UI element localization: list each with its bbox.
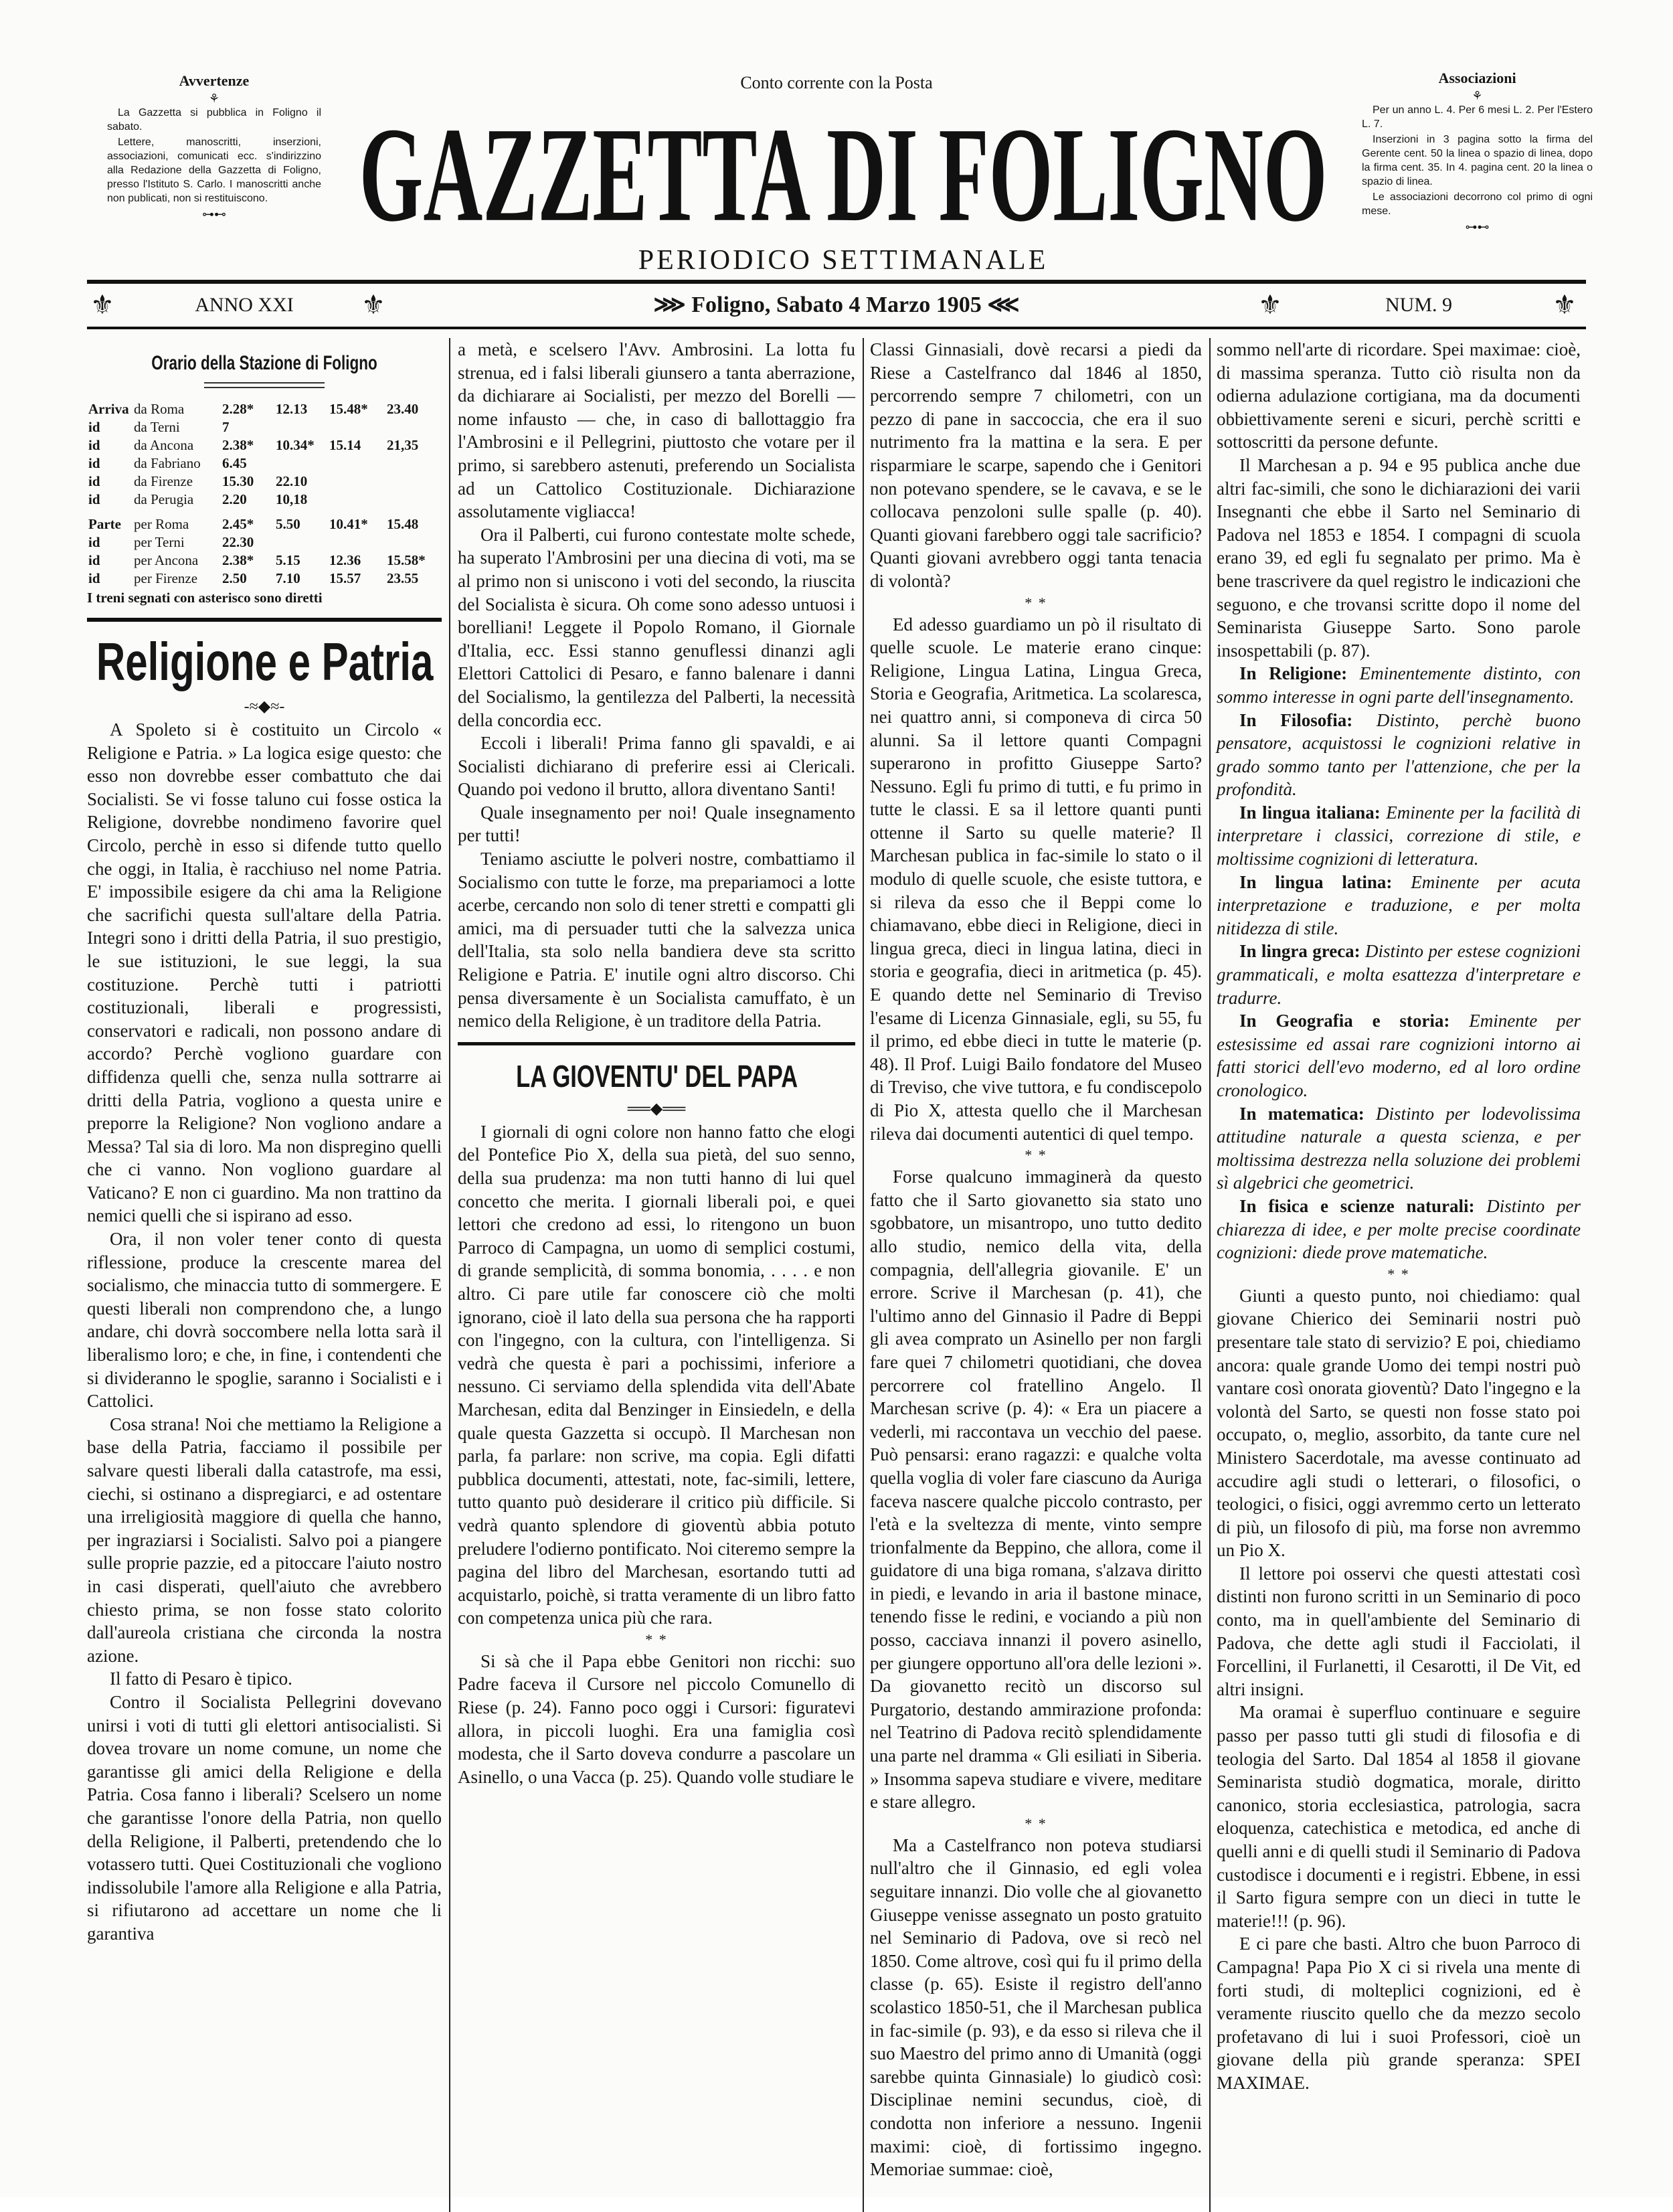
ornament-icon: ⊶⊷ bbox=[202, 207, 226, 221]
timetable-row bbox=[87, 512, 442, 533]
subject-label: In Geografia e storia: bbox=[1239, 1011, 1450, 1031]
paragraph-text: Eccoli i liberali! Prima fanno gli spavaldi, e ai Socialisti dichiarano di preferire essi ai Clericali. Quando poi vedono il brutto, allora diventano Santi! bbox=[458, 733, 855, 800]
paragraph-text: Distinto per chiarezza di idee, e per molte precise coordinate cognizioni: diede prove matematiche. bbox=[1217, 1195, 1581, 1263]
column-1 bbox=[87, 338, 442, 1971]
article-paragraph bbox=[1217, 1284, 1581, 1562]
paragraph-text: a metà, e scelsero l'Avv. Ambrosini. La lotta fu strenua, ed i falsi liberali giunsero a tanta aberrazione, da dichiarare ai Socialisti, per mezzo del Borelli — nome infausto — che, in caso di ballottaggio fra l'Ambrosini e il Pellegrini, piuttosto che votare per il primo, si sarebbero astenuti, preferendo un Socialista ad un Cattolico Costituzionale. Dichiarazione assolutamente vigliacca! bbox=[458, 339, 855, 522]
notice-text: Inserzioni in 3 pagina sotto la firma del Gerente cent. 50 la linea o spazio di linea, dopo la firma cent. 35. In 4. pagina cent. 20 la linea o spazio di linea. bbox=[1362, 134, 1593, 187]
timetable-time bbox=[328, 491, 385, 512]
article-paragraph bbox=[1217, 1009, 1581, 1102]
article-paragraph bbox=[1217, 940, 1581, 1009]
masthead-text: GAZZETTA DI FOLIGNO bbox=[359, 100, 1328, 250]
notice-box-associazioni bbox=[1362, 70, 1593, 234]
timetable-row bbox=[87, 436, 442, 454]
article-paragraph bbox=[1217, 1701, 1581, 1932]
article-paragraph bbox=[458, 1650, 855, 1789]
timetable-time bbox=[274, 418, 328, 436]
timetable-station: per Terni bbox=[134, 534, 185, 550]
article-paragraph bbox=[1217, 1932, 1581, 2094]
article-paragraph bbox=[1217, 1195, 1581, 1264]
paragraph-text: Eminente per estesissime ed assai rare cognizioni intorno ai fatti storici dell'evo moderno, ed al loro ordine cronologico. bbox=[1217, 1011, 1581, 1100]
timetable-time: 10.34* bbox=[276, 437, 315, 453]
timetable-note: I treni segnati con asterisco sono diretti bbox=[87, 590, 323, 606]
timetable-time: 23.40 bbox=[387, 401, 419, 417]
train-timetable bbox=[87, 350, 442, 622]
paragraph-text: A Spoleto si è costituito un Circolo « Religione e Patria. » La logica esige questo: che esso non dovrebbe esser combattuto che dai Socialisti. Se vi fosse taluno cui fosse ostica la Religione, dovrebbe nondimeno favorire quel Circolo, perchè in esso si difende tutto quello che oggi, in Italia, è racchiuso nel nome Patria. E' impossibile esigere da chi ama la Religione che sacrifichi questa sull'altare della Patria. Integri sono i dritti della Patria, il suo prestigio, le sue istituzioni, le sue leggi, la sua costituzione. Perchè tutti i patriotti costituzionali, liberali e progressisti, conservatori e radicali, non possono andare di accordo? Perchè vogliono guardare con diffidenza quelli che, senza nulla sottrarre ai dritti della Patria, vogliono a questa unire e preporre la Religione? Non vogliono andare a Messa? Tal sia di loro. Ma non dispregino quelli che ci vanno. Non vogliono guardare al Vaticano? E non ci guardino. Ma non trattino da nemici quelli che si ispirano ad esso. bbox=[87, 719, 442, 1226]
asterism-divider: * * bbox=[1025, 594, 1047, 611]
timetable-time bbox=[328, 418, 385, 436]
paragraph-text: Distinto, perchè buono pensatore, acquistossi le cognizioni relative in grado sommo tanto per l'attenzione, che per la profondità. bbox=[1217, 709, 1581, 800]
article-paragraph bbox=[458, 847, 855, 1033]
article-paragraph bbox=[870, 1165, 1202, 1814]
timetable-time: 5.50 bbox=[276, 516, 300, 532]
paragraph-text: Ora il Palberti, cui furono contestate molte schede, ha superato l'Ambrosini per una diecina di voti, ma se al primo non si uniscono i voti del secondo, la riuscita del Socialista è sicura. Oh come sono adesso untuosi i borelliani! Leggete il Popolo Romano, il Giornale d'Italia, ecc. Essi stanno genuflessi dinanzi agli Elettori Cattolici di Pesaro, e fanno balenare i danni del Socialismo, la gentilezza del Palberti, la necessità della concordia ecc. bbox=[458, 524, 855, 730]
subject-label: In Filosofia: bbox=[1239, 709, 1353, 730]
timetable-time: 15.57 bbox=[329, 570, 361, 586]
paragraph-text: Ma oramai è superfluo continuare e seguire passo per passo tutti gli studi di filosofia e di teologia del Sarto. Dal 1854 al 1858 il giovane Seminarista studiò dogmatica, morale, diritto canonico, storia ecclesiastica, patrologia, sacra eloquenza, catechistica e metodica, ed anche di quelli anni e di quelli studi il Seminario di Padova custodisce i documenti e i registri. Ebbene, in essi il Sarto figura sempre con un dieci in tutte le materie!!! (p. 96). bbox=[1217, 1702, 1581, 1931]
ornament-icon: ⋘ bbox=[981, 292, 1020, 317]
timetable-time: 6.45 bbox=[222, 455, 247, 471]
timetable-time: 2.38* bbox=[222, 552, 254, 568]
column-body bbox=[458, 338, 855, 1788]
timetable-time: 5.15 bbox=[276, 552, 300, 568]
timetable-row bbox=[87, 533, 442, 551]
article-paragraph bbox=[1217, 709, 1581, 801]
headline-text: LA GIOVENTU' DEL PAPA bbox=[515, 1058, 798, 1094]
postal-account-note: Conto corrente con la Posta bbox=[740, 73, 933, 92]
article-paragraph bbox=[1217, 871, 1581, 940]
paragraph-text: E ci pare che basti. Altro che buon Parroco di Campagna! Papa Pio X ci si rivela una mente di forti studi, di molteplici cognizioni, ed è veramente riuscito quello che da mezzo secolo profetavano di lui i suoi Professori, cioè un giovane della più grande speranza: SPEI MAXIMAE. bbox=[1217, 1934, 1581, 2093]
article-paragraph bbox=[87, 1413, 442, 1668]
article-headline bbox=[87, 628, 442, 695]
asterism-divider: * * bbox=[1025, 1146, 1047, 1164]
notice-text: Le associazioni decorrono col primo di ogni mese. bbox=[1362, 191, 1593, 217]
paragraph-text: Classi Ginnasiali, dovè recarsi a piedi da Riese a Castelfranco dal 1846 al 1850, percorrendo sempre 7 chilometri, con un pezzo di pane in saccoccia, che era il suo nutrimento fra la mattina e la sera. E per risparmiare le scarpe, sapendo che i Genitori non potevano spendere, se le cavava, e se le collocava penzoloni sulle spalle (p. 40). Quanti giovani farebbero oggi tale sacrificio? Quanti giovani avrebbero oggi tanta tenacia di volontà? bbox=[870, 339, 1202, 591]
article-paragraph bbox=[458, 1120, 855, 1630]
timetable-time bbox=[328, 533, 385, 551]
fleuron-icon: ⚜ bbox=[90, 290, 114, 320]
timetable-time: 21,35 bbox=[387, 437, 419, 453]
article-paragraph bbox=[458, 801, 855, 847]
notice-text: Lettere, manoscritti, inserzioni, associazioni, comunicati ecc. s'indirizzino alla Redazione della Gazzetta di Foligno, presso l'Istituto S. Carlo. I manoscritti anche non publicati, non si restituiscono. bbox=[107, 137, 321, 204]
asterism-divider: * * bbox=[1025, 1814, 1047, 1832]
issue-number: NUM. 9 bbox=[1385, 294, 1452, 316]
paragraph-text: Quale insegnamento per noi! Quale insegnamento per tutti! bbox=[458, 802, 855, 846]
article-paragraph bbox=[458, 732, 855, 801]
timetable-direction: id bbox=[88, 570, 100, 586]
timetable-time bbox=[328, 473, 385, 491]
paragraph-text: sommo nell'arte di ricordare. Spei maximae: cioè, di massima speranza. Tutto ciò risulta non da odierna adulazione cortigiana, ma da documenti obbiettivamente sereni e sicuri, perchè scritti e sottoscritti da persone defunte. bbox=[1217, 339, 1581, 452]
subject-label: In lingra greca: bbox=[1239, 941, 1360, 962]
timetable-time: 23.55 bbox=[387, 570, 419, 586]
ornament-icon: ⊶⊷ bbox=[1465, 220, 1490, 234]
timetable-time bbox=[274, 454, 328, 473]
paragraph-text: Ora, il non voler tener conto di questa riflessione, produce la crescente marea del socialismo, che minaccia tutto di sommergere. E questi liberali non comprendono che, a lungo andare, chi dovrà soccombere nella lotta sarà il liberalismo loro; e che, in fine, i contendenti che si divideranno le spoglie, saranno i Socialisti e i Cattolici. bbox=[87, 1229, 442, 1412]
section-rule bbox=[458, 1042, 855, 1045]
column-body bbox=[87, 628, 442, 1945]
timetable-time: 22.30 bbox=[222, 534, 254, 550]
ornament-icon: ⚘ bbox=[208, 92, 220, 105]
timetable-direction: id bbox=[88, 437, 100, 453]
column-divider bbox=[863, 338, 864, 2212]
timetable-time: 15.58* bbox=[387, 552, 426, 568]
timetable-time: 7 bbox=[222, 419, 230, 435]
paragraph-text: Ed adesso guardiamo un pò il risultato di quelle scuole. Le materie erano cinque: Religione, Lingua Latina, Lingua Greca, Storia e Geografia, Aritmetica. La scolaresca, nei quattro anni, si componeva di circa 50 alunni. Sa il lettore quanti Compagni superarono in profitto Giuseppe Sarto? Nessuno. Egli fu primo di tutti, e fu primo in tutte le classi. E sa il lettore quanti punti ottenne il Sarto su quelle materie? Il Marchesan publica in fac-simile lo stato o il modulo di quelle scuole, che esiste tuttora, e si rileva da esso che il Beppi come lo chiamavano, ebbe dieci in Religione, dieci in lingua greca, dieci in lingua latina, dieci in storia e geografia, dieci in aritmetica (p. 45). E quando dette nel Seminario di Treviso l'esame di Licenza Ginnasiale, egli, su 55, fu il primo, ed ebbe dieci in tutte le materie (p. 48). Il Prof. Luigi Bailo fondatore del Museo di Treviso, che vive tuttora, e fu condiscepolo di Pio X, attesta quello che il Marchesan rileva dai documenti autentici di quel tempo. bbox=[870, 614, 1202, 1144]
paragraph-text: Teniamo asciutte le polveri nostre, combattiamo il Socialismo con tutte le forze, ma prepariamoci a lotte acerbe, cercando non solo di tener stretti e compatti gli amici, ma di persuader tutti che la salvezza unica dell'Italia, sta solo nella bandiera deve sta scritto Religione e Patria. E' inutile ogni altro discorso. Chi pensa diversamente è un Socialista camuffato, è un nemico della Religione, è un traditore della Patria. bbox=[458, 849, 855, 1031]
notice-title: Associazioni bbox=[1438, 70, 1516, 86]
header-rule bbox=[87, 280, 1586, 284]
article-paragraph bbox=[87, 718, 442, 1227]
timetable-time: 2.45* bbox=[222, 516, 254, 532]
dateline-text: Foligno, Sabato 4 Marzo 1905 bbox=[691, 292, 982, 317]
timetable-time: 15.14 bbox=[329, 437, 361, 453]
section-rule bbox=[87, 618, 442, 622]
timetable-direction: id bbox=[88, 491, 100, 507]
paragraph-text: Il Marchesan a p. 94 e 95 publica anche due altri fac-simili, che sono le dichiarazioni dei varii Insegnanti che ebbe il Sarto nel Seminario di Padova nel 1853 e 1854. I compagni di scuola erano 39, ed egli fu segnalato per primo. Ma è bene trascrivere da quel registro le indicazioni che seguono, e che trovansi scritte dopo il nome del Seminarista Giuseppe Sarto. Sono parole insospettabili (p. 87). bbox=[1217, 454, 1581, 661]
timetable-time: 2.38* bbox=[222, 437, 254, 453]
timetable-row bbox=[87, 491, 442, 512]
timetable-direction: Parte bbox=[88, 516, 121, 532]
header-rule bbox=[87, 327, 1586, 329]
timetable-time bbox=[385, 454, 442, 473]
article-paragraph bbox=[870, 1834, 1202, 2181]
timetable-title-text: Orario della Stazione di Foligno bbox=[151, 352, 377, 374]
fleuron-icon: ⚜ bbox=[1553, 290, 1577, 320]
notice-text: Per un anno L. 4. Per 6 mesi L. 2. Per l'Estero L. 7. bbox=[1362, 104, 1593, 130]
article-paragraph bbox=[458, 523, 855, 732]
masthead-subtitle: PERIODICO SETTIMANALE bbox=[638, 245, 1049, 276]
timetable-direction: id bbox=[88, 419, 100, 435]
timetable-direction: id bbox=[88, 534, 100, 550]
volume-number: ANNO XXI bbox=[195, 294, 294, 316]
masthead-title bbox=[335, 100, 1352, 250]
timetable-time bbox=[274, 533, 328, 551]
timetable-time: 12.13 bbox=[276, 401, 308, 417]
timetable-direction: Arriva bbox=[88, 401, 129, 417]
paragraph-text: Distinto per lodevolissima attitudine naturale a questa scienza, e per moltissima destrezza nella soluzione dei problemi sì algebrici che geometrici. bbox=[1217, 1103, 1581, 1193]
ornament-divider: ══◆══ bbox=[627, 1100, 686, 1118]
timetable-time bbox=[385, 533, 442, 551]
ornament-icon: ⚘ bbox=[1472, 89, 1483, 102]
timetable-time bbox=[385, 491, 442, 512]
paragraph-text: Giunti a questo punto, noi chiediamo: qual giovane Chierico dei Seminarii nostri può presentare tale stato di servizio? E poi, chiediamo ancora: quale grande Uomo dei tempi nostri può vantare così onorata gioventù? Dato l'ingegno e la volontà del Sarto, se questi non fosse stato poi occupato, o, meglio, assorbito, da tante cure nel Ministero Sacerdotale, ma avesse continuato ad accudire agli studi o letterari, o filosofici, o teologici, o fisici, oggi avremmo certo un letterato di più, un filosofo di più, ma forse non avremmo un Pio X. bbox=[1217, 1285, 1581, 1561]
timetable-station: per Ancona bbox=[134, 552, 199, 568]
subject-label: In fisica e scienze naturali: bbox=[1239, 1195, 1475, 1216]
timetable-time: 2.28* bbox=[222, 401, 254, 417]
timetable-row bbox=[87, 551, 442, 570]
timetable-station: da Ancona bbox=[134, 437, 194, 453]
timetable-station: da Perugia bbox=[134, 491, 194, 507]
notice-title: Avvertenze bbox=[179, 72, 250, 89]
article-paragraph bbox=[87, 1667, 442, 1691]
timetable-time: 2.50 bbox=[222, 570, 247, 586]
paragraph-text: Distinto per estese cognizioni grammaticali, e molta esattezza d'interpretare e tradurre. bbox=[1217, 941, 1581, 1008]
timetable-row bbox=[87, 570, 442, 588]
paragraph-text: Eminentemente distinto, con sommo interesse in ogni parte dell'insegnamento. bbox=[1217, 663, 1581, 707]
timetable-station: da Firenze bbox=[134, 473, 193, 489]
timetable-row bbox=[87, 400, 442, 418]
paragraph-text: Contro il Socialista Pellegrini dovevano unirsi i voti di tutti gli elettori antisocialisti. Si dovea trovare un nome comune, un nome che garantisse gli amici della Religione e della Patria. Cosa fanno i liberali? Scelsero un nome che garantisse l'onore della Patria, non quello della Religione, il Palberti, pretendendo che lo votassero tutti. Quei Costituzionali che vogliono indissolubile l'amore alla Religione e alla Patria, si rifiutarono ad accettare un nome che li garantiva bbox=[87, 1691, 442, 1944]
fleuron-icon: ⚜ bbox=[1258, 290, 1282, 320]
timetable-row bbox=[87, 454, 442, 473]
article-paragraph bbox=[1217, 801, 1581, 871]
dateline bbox=[468, 288, 1205, 323]
paragraph-text: Forse qualcuno immaginerà da questo fatto che il Sarto giovanetto sia stato uno sgobbatore, un misantropo, uno tutto dedito allo studio, nemico della vita, della compagnia, dell'allegria giovanile. E' un errore. Scrive il Marchesan (p. 41), che l'ultimo anno del Ginnasio il Padre di Beppi gli avea comprato un Asinello per non fargli fare quei 7 chilometri quotidiani, che dovea percorrere col fratellino Angelo. Il Marchesan scrive (p. 4): « Era un piacere a vederli, mi raccontava un vecchio del paese. Può pensarsi: erano ragazzi: e qualche volta quella voglia di voler fare ciascuno da Auriga faceva nascere qualche piccolo contrasto, per l'età e la sveltezza di mente, vinto sempre trionfalmente da Beppino, che allora, come il guidatore di una biga romana, s'alzava diritto in piedi, e levando in aria il bastone minace, tenendo fisse le redini, e vociando a più non posso, cacciava innanzi il povero asinello, per giungere opportuno all'ora delle lezioni ». Da giovanetto recitò un discorso sul Purgatorio, destando ammirazione profonda: nel Teatrino di Padova recitò splendidamente una parte nel dramma « Gli esiliati in Siberia. » Insomma sapeva studiare e vivere, meditare e stare allegro. bbox=[870, 1167, 1202, 1812]
timetable-time: 7.10 bbox=[276, 570, 300, 586]
column-body bbox=[1217, 338, 1581, 2095]
subject-label: In lingua latina: bbox=[1239, 871, 1393, 892]
article-headline bbox=[458, 1055, 855, 1098]
timetable-station: per Firenze bbox=[134, 570, 198, 586]
asterism-divider: * * bbox=[645, 1630, 668, 1648]
timetable-table bbox=[87, 400, 442, 588]
article-paragraph bbox=[1217, 662, 1581, 708]
paragraph-text: Eminente per la facilità di interpretare i classici, correzione di stile, e moltissime cognizioni di letteratura. bbox=[1217, 802, 1581, 869]
paragraph-text: Si sà che il Papa ebbe Genitori non ricchi: suo Padre faceva il Cursore nel piccolo Comunello di Riese (p. 24). Fanno poco oggi i Cursori: figuratevi allora, in piccoli luoghi. Era una famiglia così modesta, che il Sarto doveva condurre a pascolare un Asinello, o una Vacca (p. 25). Quando volle studiare le bbox=[458, 1650, 855, 1787]
timetable-time: 22.10 bbox=[276, 473, 308, 489]
article-paragraph bbox=[870, 338, 1202, 593]
paragraph-text: Il lettore poi osservi che questi attestati così distinti non furono scritti in un Seminario di poco conto, ma in quell'ambiente del Seminario di Padova, che dette agli studi il Facciolati, il Forcellini, il Furlanetti, il Cesarotti, il De Vit, ed altri insigni. bbox=[1217, 1563, 1581, 1699]
timetable-station: da Roma bbox=[134, 401, 185, 417]
timetable-time: 10,18 bbox=[276, 491, 308, 507]
subject-label: In lingua italiana: bbox=[1239, 802, 1381, 823]
timetable-row bbox=[87, 418, 442, 436]
timetable-time bbox=[328, 454, 385, 473]
article-paragraph bbox=[1217, 454, 1581, 662]
notice-box-avvertenze bbox=[107, 72, 321, 222]
timetable-time: 10.41* bbox=[329, 516, 368, 532]
timetable-direction: id bbox=[88, 473, 100, 489]
subject-label: In Religione: bbox=[1239, 663, 1348, 684]
headline-text: Religione e Patria bbox=[96, 632, 433, 691]
timetable-station: per Roma bbox=[134, 516, 189, 532]
column-2 bbox=[458, 338, 855, 1971]
timetable-time: 2.20 bbox=[222, 491, 247, 507]
article-paragraph bbox=[1217, 338, 1581, 454]
column-divider bbox=[449, 338, 450, 2212]
article-paragraph bbox=[87, 1691, 442, 1946]
timetable-time: 15.48* bbox=[329, 401, 368, 417]
column-body bbox=[870, 338, 1202, 2181]
timetable-station: da Fabriano bbox=[134, 455, 201, 471]
timetable-rule bbox=[204, 382, 325, 388]
paragraph-text: I giornali di ogni colore non hanno fatto che elogi del Pontefice Pio X, della sua pietà, del suo senno, della sua prudenza: ma non tutti hanno di lui quel concetto che merita. I giornali liberali poi, e quei lettori che credono ad essi, lo ritengono un buon Parroco di Campagna, un uomo di semplici costumi, di grande semplicità, di somma bonomia, . . . . e non altro. Ci pare utile far conoscere ciò che molti ignorano, cioè il lato della sua persona che ha rapporti con l'ingegno, con la cultura, con l'intelligenza. Si vedrà che questa è pari a pochissimi, inferiore a nessuno. Ci serviamo della splendida vita dell'Abate Marchesan, edita dal Benzinger in Einsiedeln, e della quale questa Gazzetta si occupò. Il Marchesan non parla, fa parlare: non scrive, ma copia. Egli difatti pubblica documenti, attestati, note, fac-simili, lettere, tutto quanto può desiderare il critico più difficile. Si vedrà quanto splendore di gioventù abbia potuto preludere l'odierno pontificato. Noi citeremo sempre la pagina del libro del Marchesan, esortando tutti ad acquistarlo, poichè, si tratta veramente di un libro fatto con competenza unica più che rara. bbox=[458, 1121, 855, 1628]
asterism-divider: * * bbox=[1387, 1265, 1410, 1282]
article-paragraph bbox=[870, 613, 1202, 1146]
timetable-direction: id bbox=[88, 552, 100, 568]
timetable-time: 15.48 bbox=[387, 516, 419, 532]
fleuron-icon: ⚜ bbox=[361, 290, 385, 320]
timetable-title bbox=[87, 350, 442, 377]
timetable-direction: id bbox=[88, 455, 100, 471]
timetable-time bbox=[385, 418, 442, 436]
paragraph-text: Ma a Castelfranco non poteva studiarsi null'altro che il Ginnasio, ed egli volea seguitare innanzi. Dio volle che al giovanetto Giuseppe venisse assegnato un posto gratuito nel Seminario di Padova, ove si recò nel 1850. Come altrove, così qui fu il primo della classe (p. 65). Esiste il registro dell'anno scolastico 1850-51, che il Marchesan publica in fac-simile (p. 93), e da esso si rileva che il suo Maestro del primo anno di Umanità (oggi sarebbe quinta Ginnasiale) lo giudicò così: Disciplinae nemini secundus, cioè, di condotta non inferiore a nessuno. Ingenii maximi: cioè, di fortissimo ingegno. Memoriae summae: cioè, bbox=[870, 1835, 1202, 2180]
paragraph-text: Il fatto di Pesaro è tipico. bbox=[110, 1669, 292, 1689]
timetable-time: 15.30 bbox=[222, 473, 254, 489]
timetable-station: da Terni bbox=[134, 419, 180, 435]
timetable-row bbox=[87, 473, 442, 491]
subject-label: In matematica: bbox=[1239, 1103, 1364, 1124]
notice-text: La Gazzetta si pubblica in Foligno il sabato. bbox=[107, 107, 321, 133]
article-paragraph bbox=[1217, 1102, 1581, 1195]
ornament-icon: ⋙ bbox=[653, 292, 692, 317]
paragraph-text: Cosa strana! Noi che mettiamo la Religione a base della Patria, facciamo il possibile per salvare questi liberali dalla catastrofe, ma essi, ciechi, si ostinano a dispregiarci, e ad ostentare una irreligiosità maggiore di quella che hanno, per ingraziarsi i Socialisti. Salvo poi a piangere sulle proprie pazzie, ed a pitoccare l'aiuto nostro in casi disperati, quell'aiuto che avrebbero chiesto prima, se non fosse stato colorito dall'aureola cristiana che circonda la nostra azione. bbox=[87, 1414, 442, 1666]
timetable-time: 12.36 bbox=[329, 552, 361, 568]
column-3 bbox=[870, 338, 1202, 2180]
timetable-time bbox=[385, 473, 442, 491]
article-paragraph bbox=[87, 1227, 442, 1413]
paragraph-text: Eminente per acuta interpretazione e traduzione, e per molta nitidezza di stile. bbox=[1217, 871, 1581, 938]
ornament-divider: -≈◆≈- bbox=[244, 698, 285, 715]
article-paragraph bbox=[1217, 1562, 1581, 1701]
column-4 bbox=[1217, 338, 1581, 2093]
article-paragraph bbox=[458, 338, 855, 523]
column-divider bbox=[1209, 338, 1211, 2212]
